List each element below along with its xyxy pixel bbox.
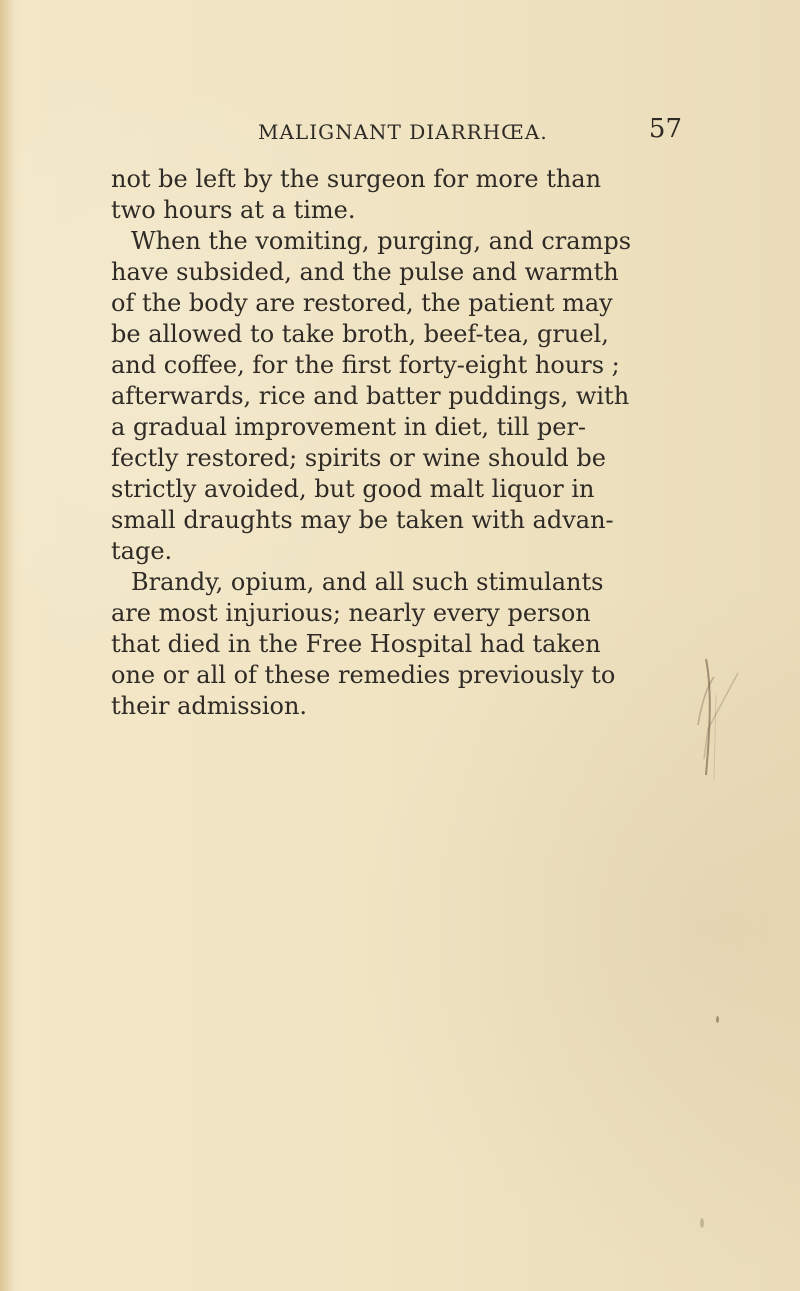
text-line: afterwards, rice and batter puddings, with [111,382,630,410]
running-head: MALIGNANT DIARRHŒA. [258,120,548,144]
text-line: have subsided, and the pulse and warmth [111,258,619,286]
text-line: two hours at a time. [111,196,356,224]
text-line: When the vomiting, purging, and cramps [131,227,632,255]
page-header [258,114,682,154]
text-line: that died in the Free Hospital had taken [111,630,601,658]
text-line: not be left by the surgeon for more than [111,165,602,193]
body-text [111,164,681,924]
text-line: strictly avoided, but good malt liquor in [111,475,595,503]
text-line: and coffee, for the first forty-eight hours ; [111,351,620,379]
text-line: Brandy, opium, and all such stimulants [131,568,604,596]
paper-speck [700,1218,704,1228]
text-line: their admission. [111,692,308,720]
text-line: be allowed to take broth, beef-tea, gruel, [111,320,609,348]
text-line: one or all of these remedies previously to [111,661,616,689]
text-line: fectly restored; spirits or wine should be [111,444,606,472]
page-number: 57 [648,114,682,144]
text-line: are most injurious; nearly every person [111,599,591,627]
text-line: tage. [111,537,173,565]
text-line: of the body are restored, the patient may [111,289,613,317]
pencil-mark [672,655,742,795]
text-line: small draughts may be taken with advan- [111,506,614,534]
text-line: a gradual improvement in diet, till per- [111,413,587,441]
binding-shadow [0,0,22,1291]
paper-speck [716,1016,719,1023]
